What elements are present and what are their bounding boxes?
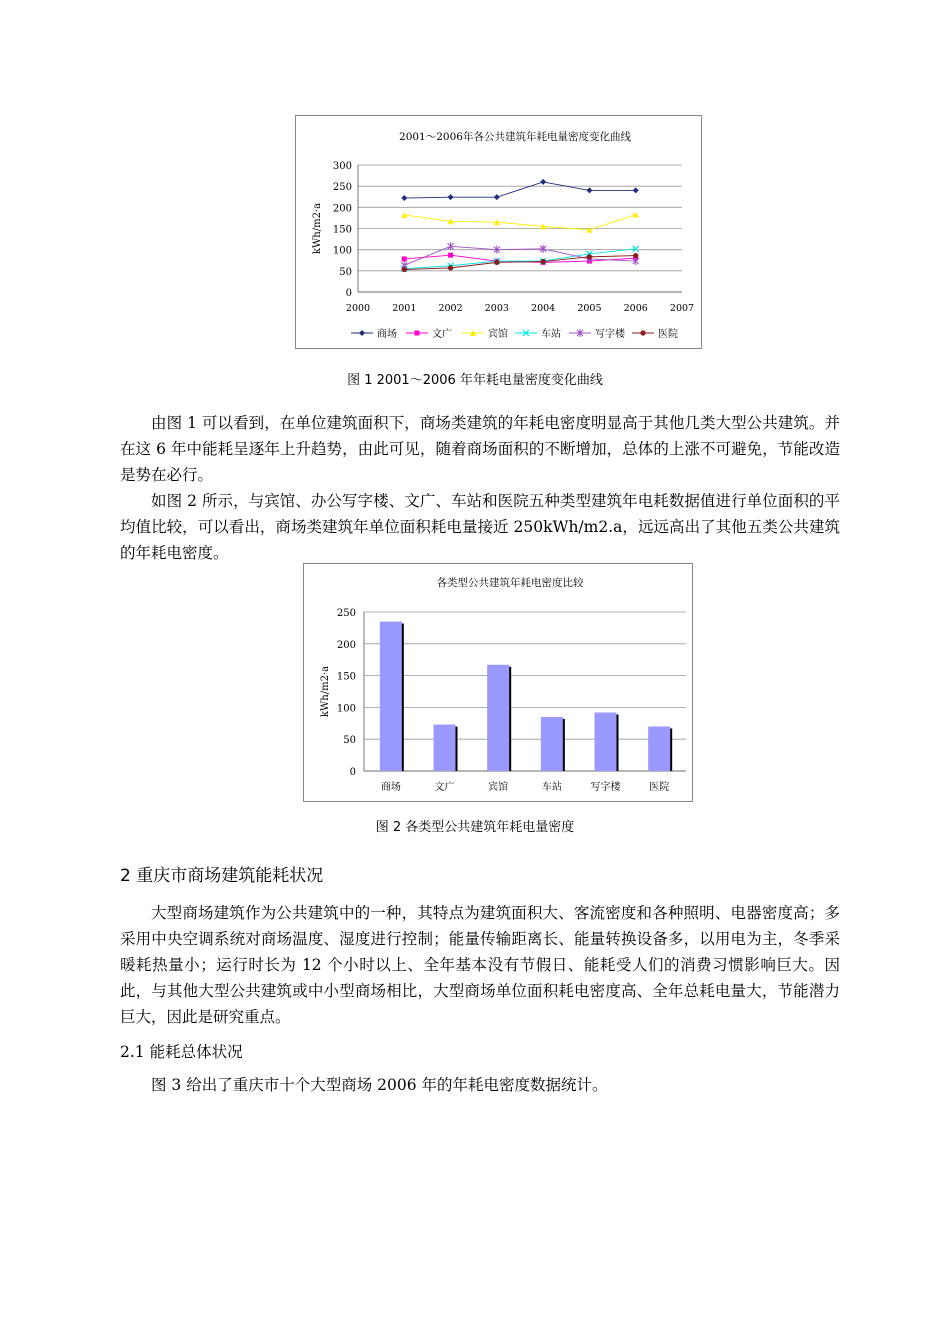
y-tick-label: 50 — [343, 735, 356, 747]
data-point — [402, 267, 407, 272]
data-point — [586, 187, 592, 193]
data-point — [402, 256, 407, 261]
y-tick-label: 200 — [336, 639, 356, 651]
y-tick-label: 300 — [332, 161, 352, 172]
legend-label: 文广 — [432, 329, 452, 340]
section-2-heading: 2 重庆市商场建筑能耗状况 — [120, 866, 324, 886]
data-point — [448, 265, 453, 270]
paragraph-2: 如图 2 所示，与宾馆、办公写字楼、文广、车站和医院五种类型建筑年电耗数据值进行单位面积的平均值比较，可以看出，商场类建筑年单位面积耗电量接近 250kWh/m2.a，远远高出了其他五类公共建筑的年耗电密度。 — [120, 492, 840, 562]
data-point — [633, 253, 638, 258]
legend-label: 写字楼 — [595, 329, 625, 340]
x-tick-label: 2005 — [577, 303, 602, 314]
x-tick-label: 医院 — [649, 782, 670, 793]
x-tick-label: 2000 — [345, 303, 371, 314]
data-point — [633, 187, 639, 193]
y-tick-label: 250 — [332, 182, 352, 194]
x-tick-label: 2004 — [531, 303, 556, 314]
bar-商场 — [380, 622, 402, 771]
y-tick-label: 0 — [349, 767, 356, 778]
y-tick-label: 200 — [332, 203, 352, 215]
x-tick-label: 2007 — [669, 303, 695, 314]
figure-2-caption: 图 2 各类型公共建筑年耗电量密度 — [375, 820, 575, 835]
chart-title: 2001～2006年各公共建筑年耗电量密度变化曲线 — [399, 131, 631, 143]
y-tick-label: 250 — [336, 608, 356, 619]
paragraph-1: 由图 1 可以看到，在单位建筑面积下，商场类建筑的年耗电密度明显高于其他几类大型公共建筑。并在这 6 年中能耗呈逐年上升趋势，由此可见，随着商场面积的不断增加，总体的上涨不可避免，节能改造是势在必行。 — [120, 414, 840, 484]
figure-1-chart — [295, 115, 702, 349]
y-axis-label: kWh/m2·a — [320, 665, 331, 718]
x-tick-label: 2003 — [484, 303, 509, 314]
series-line-车站 — [404, 249, 635, 269]
data-point — [541, 259, 546, 264]
series-line-宾馆 — [404, 215, 635, 230]
y-tick-label: 0 — [345, 288, 352, 299]
figure-2-chart — [303, 563, 693, 802]
y-tick-label: 100 — [336, 703, 356, 715]
data-point — [587, 254, 592, 259]
x-tick-label: 2006 — [623, 303, 648, 314]
paragraph-3: 大型商场建筑作为公共建筑中的一种，其特点为建筑面积大、客流密度和各种照明、电器密度高；多采用中央空调系统对商场温度、湿度进行控制；能量传输距离长、能量转换设备多，以用电为主，冬季采暖耗热量小；运行时长为 12 个小时以上、全年基本没有节假日、能耗受人们的消费习惯影响巨大。因此，与其他大型公共建筑或中小型商场相比，大型商场单位面积耗电密度高、全年总耗电量大，节能潜力巨大，因此是研究重点。 — [120, 904, 840, 1026]
legend-marker — [359, 330, 365, 336]
data-point — [401, 195, 407, 201]
y-axis-label: kWh/m2·a — [312, 202, 323, 255]
legend-label: 医院 — [658, 329, 678, 340]
bar-写字楼 — [595, 712, 617, 771]
figure-1-caption: 图 1 2001～2006 年年耗电量密度变化曲线 — [347, 373, 603, 388]
data-point — [494, 260, 499, 265]
paragraph-4: 图 3 给出了重庆市十个大型商场 2006 年的年耗电密度数据统计。 — [151, 1076, 608, 1094]
legend-marker — [415, 331, 420, 336]
legend-label: 商场 — [377, 329, 397, 340]
x-tick-label: 写字楼 — [590, 782, 621, 793]
bar-文广 — [434, 725, 456, 771]
x-tick-label: 2002 — [438, 303, 463, 314]
section-2-1-heading: 2.1 能耗总体状况 — [120, 1043, 243, 1061]
bar-chart — [304, 564, 692, 801]
chart-title: 各类型公共建筑年耗电密度比较 — [436, 577, 584, 589]
y-tick-label: 100 — [332, 245, 352, 257]
line-chart — [296, 116, 701, 348]
bar-宾馆 — [487, 665, 509, 771]
x-tick-label: 商场 — [380, 782, 401, 793]
bar-医院 — [648, 726, 670, 771]
legend-marker — [640, 330, 645, 335]
legend-label: 车站 — [541, 329, 561, 340]
data-point — [448, 194, 454, 200]
series-line-商场 — [404, 182, 635, 198]
x-tick-label: 车站 — [541, 782, 562, 793]
x-tick-label: 宾馆 — [488, 782, 509, 793]
bar-车站 — [541, 717, 563, 771]
y-tick-label: 150 — [332, 224, 352, 236]
x-tick-label: 2001 — [392, 303, 417, 314]
series-line-医院 — [404, 256, 635, 270]
data-point — [540, 179, 546, 185]
y-tick-label: 50 — [339, 266, 352, 278]
y-tick-label: 150 — [336, 671, 356, 683]
data-point — [633, 212, 639, 218]
data-point — [494, 194, 500, 200]
x-tick-label: 文广 — [434, 782, 455, 793]
legend-label: 宾馆 — [488, 329, 508, 340]
data-point — [448, 253, 453, 258]
